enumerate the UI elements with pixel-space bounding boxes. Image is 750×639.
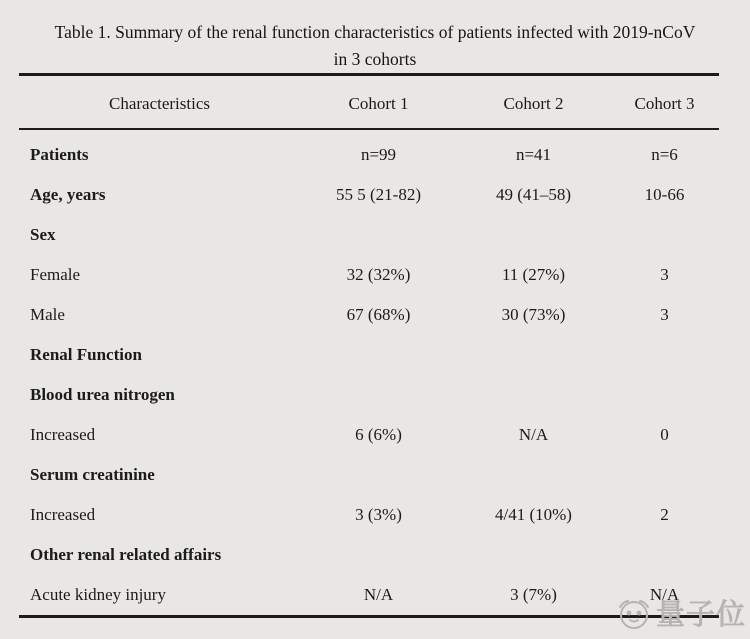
row-label: Male [30,305,65,324]
table-row [19,135,719,175]
cohort3-value: n=6 [651,145,678,164]
cohort2-value: 3 (7%) [510,585,557,604]
cohort2-value: 11 (27%) [501,265,566,284]
header-cohort-2: Cohort 2 [503,94,564,113]
table-row [19,535,719,575]
cohort3-value: 3 [660,305,669,324]
table-row [19,495,719,535]
cohort2-value: 4/41 (10%) [495,505,572,524]
row-label: Other renal related affairs [30,545,222,564]
cohort2-value: 30 (73%) [501,305,566,324]
qbitai-doodle-face-icon [614,593,654,633]
cohort1-value: 55 5 (21-82) [336,185,421,204]
table-title-line1: Table 1. Summary of the renal function characteristics of patients infected with 2019-nCoV [54,22,696,42]
cohort2-value: N/A [518,425,549,444]
row-label: Increased [30,505,96,524]
cohort1-value: 67 (68%) [346,305,411,324]
table-body [19,130,719,615]
cohort1-value: 3 (3%) [355,505,402,524]
cohort1-value: 6 (6%) [355,425,402,444]
row-label: Female [30,265,81,284]
cohort3-value: 10-66 [644,185,685,204]
table-row [19,335,719,375]
cohort3-value: 2 [660,505,669,524]
table-row [19,255,719,295]
row-label: Sex [30,225,56,244]
table-row [19,415,719,455]
table-title-line2: in 3 cohorts [333,49,417,69]
row-label: Patients [30,145,89,164]
cohort1-value: N/A [363,585,394,604]
header-cohort-3: Cohort 3 [634,94,695,113]
row-label: Increased [30,425,96,444]
watermark-text: 量子位 [655,597,746,631]
table-row [19,175,719,215]
row-label: Blood urea nitrogen [30,385,175,404]
cohort3-value: N/A [649,585,680,604]
table-row [19,295,719,335]
cohort3-value: 0 [660,425,669,444]
row-label: Age, years [30,185,106,204]
table-row [19,215,719,255]
table-title [0,0,750,73]
cohort2-value: n=41 [515,145,552,164]
table-row [19,455,719,495]
table-row [19,375,719,415]
cohort2-value: 49 (41–58) [495,185,572,204]
header-cohort-1: Cohort 1 [348,94,409,113]
watermark [614,592,746,633]
cohort1-value: n=99 [360,145,397,164]
header-characteristics: Characteristics [108,94,210,113]
table-header-row [19,76,719,128]
cohort1-value: 32 (32%) [346,265,411,284]
row-label: Acute kidney injury [30,585,166,604]
row-label: Renal Function [30,345,142,364]
row-label: Serum creatinine [30,465,155,484]
cohort3-value: 3 [660,265,669,284]
